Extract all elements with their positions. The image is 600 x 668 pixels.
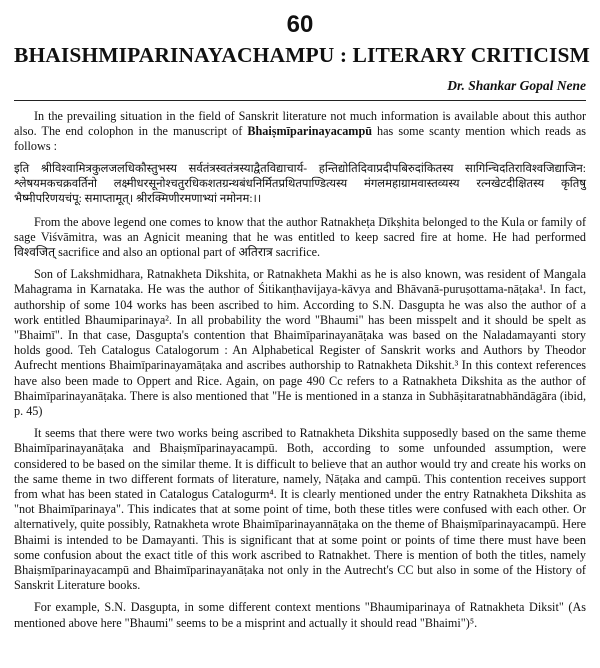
- paragraph-biography: Son of Lakshmidhara, Ratnakheta Dikshita, or Ratnakheta Makhi as he is also known, was resident of Mangala Mahagrama in Karnataka. He was the author of Śitikanṭhavijaya-kāvya and Bhāvanā-puruṣottama-nāṭaka¹. In fact, authorship of some 104 works has been ascribed to him. According to S.N. Dasgupta he was also the author of a work entitled Bhaumiparinaya². In all probability the word "Bhaumi" has been misspelt and it should be spelt as "Bhaimī". In that case, Dasgupta's contention that Bhaimīparinayanāṭaka was based on the Naladamayanti story holds good. Teh Catalogus Catalogorum : An Alphabetical Register of Sanskrit works and Authors by Theodor Aufrecht mentions Bhaimīparinayamāṭaka and ascribes authorship to Ratnakheta Dikshit.³ In this context references have also been made to Oppert and Rice. Again, on page 490 Cc refers to a Ratnakheta Dikshita as the author of Bhaimīparinayanāṭaka. There is also mentioned that "He is mentioned in a stanza in Subhāṣitaratnabhāndāgāra (ibid, p. 45): [14, 267, 586, 419]
- sanskrit-colophon: इति श्रीविश्वामित्रकुलजलधिकौस्तुभस्य सर्वतंत्रस्वतंत्रस्याद्वैतविद्याचार्य- हन्तिद्योतिदिवाप्रदीपबिरुदांकितस्य सागिन्चिदतिराविश्वजिद्याजिन: श्लेषयमकचक्रवर्तिनो लक्ष्मीधरसूनोश्चतुरधिकशतग्रन्थबंधनिर्मितप्रथितपाण्डित्यस्य मंगलमहाग्रामवास्तव्यस्य रत्नखेटदीक्षितस्य कृतिषु भैष्मीपरिणयचंपू: समाप्तामूत्। श्रीरक्मिणीरमणाभ्यां नमोनम:।।: [14, 162, 586, 205]
- chapter-number: 60: [286, 11, 314, 38]
- paragraph-legend: From the above legend one comes to know that the author Ratnakheṭa Dīkṣhita belonged to the Kula or family of sage Viśvāmitra, was an Agnicit meaning that he was entitled to keep sacred fire at home. He had performed विश्वजित् sacrifice and also an optional part of अतिरात्र sacrifice.: [14, 214, 586, 260]
- author-name: Dr. Shankar Gopal Nene: [447, 78, 586, 93]
- divider: [14, 100, 586, 101]
- paragraph-intro: [14, 109, 586, 155]
- page-title: BHAISHMIPARINAYACHAMPU : LITERARY CRITICISM: [14, 43, 590, 67]
- paragraph-intro-text-b: has some scanty mention which reads as follows :: [14, 124, 586, 154]
- manuscript-title: Bhaiṣmīparinayacampū: [247, 124, 372, 139]
- paragraph-example: For example, S.N. Dasgupta, in some different context mentions "Bhaumiparinaya of Ratnakheta Diksit" (As mentioned above here "Bhaumi" seems to be a misprint and actually it should read "Bhaimi")⁵.: [14, 600, 586, 630]
- paragraph-intro-text-a: In the prevailing situation in the field of Sanskrit literature not much information is available about this author also. The end colophon in the manuscript of: [14, 109, 586, 139]
- paragraph-two-works: It seems that there were two works being ascribed to Ratnakheta Dikshita supposedly based on the same theme Bhaimīparinayanāṭaka and Bhaiṣmīparinayacampū. Both, according to some unfounded assumption, were considered to be based on the similar theme. It is difficult to believe that an author would try and create his works on the same theme in two different formats of literature, namely, Nāṭaka and campū. This contention receives support from what has been stated in Catalogus Catalogurm⁴. It is clearly mentioned under the entry Ratnakheta Dikshita as "not Bhaimīparinaya". This indicates that at some point of time, both these titles were confused with each other. Or alternatively, quite possibly, Ratnakheta wrote Bhaimīparinayannāṭaka on the theme of Bhaiṣmīparinayacampū. Here Bhaimi is intended to be Damayanti. This is significant that at some point or points of time there must have been some confusion about the exact title of this work ascribed to Ratnakhet. There is mention of both the titles, namely Bhaiṣmīparinayacampū and Bhaimīparinayanāṭaka not only in the Autrecht's CC but also in some of the History of Sanskrit Literature books.: [14, 426, 586, 593]
